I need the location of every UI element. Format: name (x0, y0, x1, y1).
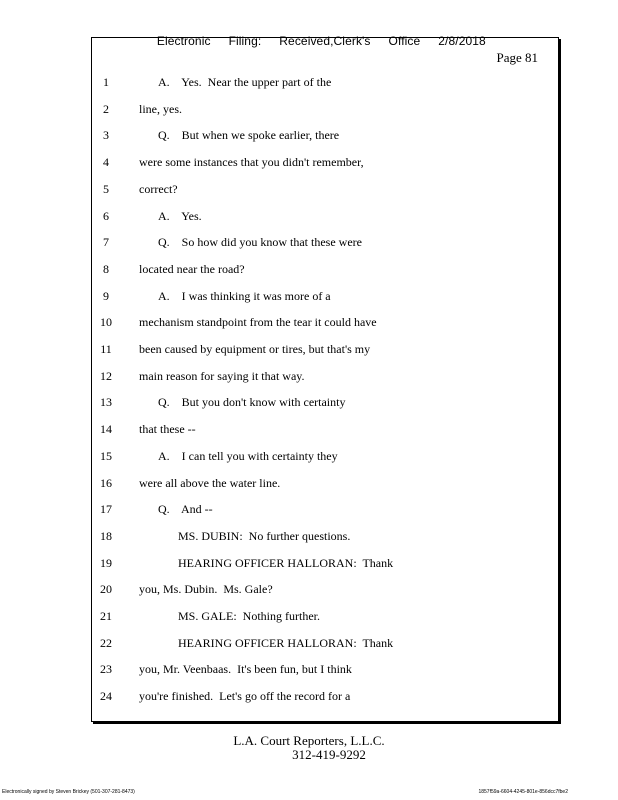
transcript-line (0, 209, 618, 229)
transcript-line (0, 689, 618, 709)
transcript-line (0, 556, 618, 576)
line-number: 19 (100, 555, 112, 570)
line-number: 12 (100, 368, 112, 383)
transcript-line (0, 395, 618, 415)
transcript-line (0, 342, 618, 362)
line-number: 21 (100, 609, 112, 623)
line-number: 1 (103, 75, 109, 89)
line-text: MS. DUBIN: No further questions. (178, 528, 351, 543)
line-text: line, yes. (139, 101, 182, 116)
line-number: 6 (103, 208, 109, 223)
line-number: 17 (100, 502, 112, 517)
line-number: 8 (103, 261, 109, 276)
transcript-line (0, 636, 618, 656)
transcript-line (0, 289, 618, 309)
line-text: Q. But when we spoke earlier, there (158, 128, 340, 143)
filing-header-office: Office (388, 34, 421, 48)
line-text: Q. So how did you know that these were (158, 235, 362, 250)
line-number: 5 (103, 181, 109, 196)
line-text: mechanism standpoint from the tear it could have (139, 315, 377, 330)
line-text: you're finished. Let's go off the record for a (139, 689, 351, 704)
line-number: 24 (100, 689, 112, 704)
footer-company: L.A. Court Reporters, L.L.C. (233, 733, 385, 748)
line-text: you, Ms. Dubin. Ms. Gale? (139, 582, 273, 597)
filing-header-date: 2/8/2018 (438, 34, 486, 48)
line-number: 13 (100, 395, 112, 410)
transcript-line (0, 262, 618, 282)
filing-header-filing: Filing: (228, 34, 262, 48)
page-number: Page 81 (496, 50, 538, 65)
line-text: A. Yes. (158, 208, 202, 223)
transcript-line (0, 476, 618, 496)
line-number: 9 (103, 288, 109, 303)
electronic-signature: Electronically signed by Steven Brickey (501-307-281-8473) (2, 789, 135, 795)
transcript-line (0, 155, 618, 175)
footer-phone: 312-419-9292 (292, 747, 366, 762)
filing-header-received: Received,Clerk's (279, 34, 371, 48)
line-number: 11 (100, 342, 112, 356)
line-text: correct? (139, 181, 178, 196)
line-number: 16 (100, 475, 112, 490)
transcript-line (0, 315, 618, 335)
line-number: 20 (100, 582, 112, 597)
transcript-line (0, 609, 618, 629)
transcript-line (0, 182, 618, 202)
line-text: MS. GALE: Nothing further. (178, 609, 320, 623)
line-text: been caused by equipment or tires, but that's my (139, 342, 371, 356)
footer (0, 734, 618, 762)
line-text: A. I was thinking it was more of a (158, 288, 331, 303)
transcript-line (0, 422, 618, 442)
filing-header-electronic: Electronic (156, 34, 211, 48)
line-text: that these -- (139, 422, 196, 437)
transcript-line (0, 128, 618, 148)
line-text: HEARING OFFICER HALLORAN: Thank (178, 635, 394, 650)
line-text: A. Yes. Near the upper part of the (158, 75, 332, 89)
line-text: main reason for saying it that way. (139, 368, 305, 383)
line-number: 23 (100, 662, 112, 677)
line-number: 22 (100, 635, 112, 650)
transcript-line (0, 102, 618, 122)
line-text: A. I can tell you with certainty they (158, 448, 338, 463)
line-number: 14 (100, 422, 112, 437)
line-number: 2 (103, 101, 109, 116)
transcript-line (0, 529, 618, 549)
transcript-line (0, 235, 618, 255)
line-text: were all above the water line. (139, 475, 281, 490)
line-number: 10 (100, 315, 112, 330)
line-number: 3 (103, 128, 109, 143)
line-text: you, Mr. Veenbaas. It's been fun, but I think (139, 662, 352, 677)
transcript-line (0, 662, 618, 682)
line-text: located near the road? (139, 261, 245, 276)
line-number: 15 (100, 448, 112, 463)
line-text: Q. And -- (158, 502, 213, 517)
line-text: were some instances that you didn't remember, (139, 155, 364, 170)
line-number: 4 (103, 155, 109, 170)
document-hash: 1857f59a-6604-4245-801e-856dcc7fbe2 (478, 789, 568, 795)
line-number: 18 (100, 528, 112, 543)
transcript-line (0, 582, 618, 602)
transcript-line (0, 75, 618, 95)
line-text: Q. But you don't know with certainty (158, 395, 346, 410)
transcript-line (0, 369, 618, 389)
line-text: HEARING OFFICER HALLORAN: Thank (178, 555, 394, 570)
line-number: 7 (103, 235, 109, 250)
transcript-line (0, 449, 618, 469)
transcript-line (0, 502, 618, 522)
